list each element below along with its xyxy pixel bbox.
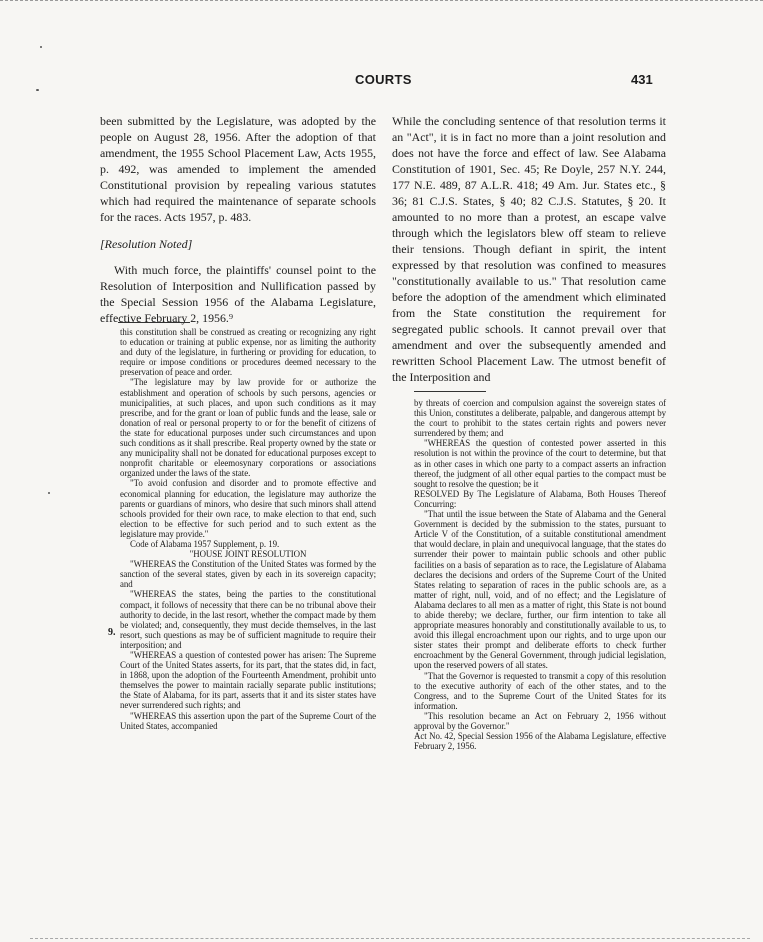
footnote-8-continued-a: this constitution shall be construed as creating or recognizing any right to education or training at public expense, nor as limiting the authority and duty of the legislature, in furthering or providing for education, to require or impose conditions or procedures deemed necessary to the preservation of peace and order.: [120, 327, 376, 378]
footnote-9-continued-e: "That the Governor is requested to transmit a copy of this resolution to the executive authority of each of the other states, and to the Congress, and to the Supreme Court of the United States for its information.: [414, 670, 666, 711]
right-column-footnotes: [414, 398, 666, 751]
scan-edge-top: [0, 0, 763, 5]
footnote-8-continued-b: "The legislature may by law provide for or authorize the establishment and operation of schools by such persons, agencies or municipalities, at such places, and upon such conditions as it may prescribe, and for the grant or loan of public funds and the lease, sale or donation of real or personal property to or for the benefit of citizens of the state for educational purposes under such circumstances and upon such conditions as it shall prescribe. Real property owned by the state or any municipality shall not be donated for educational purposes except to nonprofit charitable or eleemosynary corporations or associations organized under the laws of the state.: [120, 377, 376, 479]
right-paragraph-1: While the concluding sentence of that resolution terms it an "Act", it is in fact no more than a joint resolution and does not have the force and effect of law. See Alabama Constitution of 1901, Sec. 45; Re Doyle, 257 N.Y. 244, 177 N.E. 489, 87 A.L.R. 418; 49 Am. Jur. States etc., § 36; 81 C.J.S. States, § 40; 82 C.J.S. Statutes, § 20. It amounted to no more than a protest, an escape valve through which the legislators blew off steam to relieve their tensions. Though defiant in spirit, the intent expressed by that resolution was confined to measures "constitutionally available to us." That resolution came before the adoption of the amendment which eliminated from the State constitution the requirement for segregated public schools. It cannot prevail over that amendment and over the subsequently amended and rewritten School Placement Law. The utmost benefit of the Interposition and: [392, 114, 666, 384]
footnote-rule-right: [414, 391, 486, 392]
scan-edge-bottom: [30, 936, 750, 939]
section-subhead: [Resolution Noted]: [100, 237, 193, 251]
left-paragraph-1: been submitted by the Legislature, was adopted by the people on August 28, 1956. After the adoption of that amendment, the 1955 School Placement Law, Acts 1955, p. 492, was amended to implement the amended Constitutional provision by repealing various statutes which had required the maintenance of separate schools for the races. Acts 1957, p. 483.: [100, 114, 376, 224]
footnote-9-continued-a: by threats of coercion and compulsion against the sovereign states of this Union, constitutes a deliberate, palpable, and dangerous attempt by the court to prohibit to the states certain rights and powers never surrendered by them; and: [414, 398, 666, 439]
left-paragraph-2: With much force, the plaintiffs' counsel point to the Resolution of Interposition and Nullification passed by the Special Session 1956 of the Alabama Legislature, effective February 2, 1956.⁹: [100, 263, 376, 325]
footnote-rule-left: [118, 322, 190, 323]
footnote-8-continued-c: "To avoid confusion and disorder and to promote effective and economical planning for education, the legislature may authorize the parents or guardians of minors, who desire that such minors shall attend schools provided for their own race, to make election to that end, such election to be effective for such period and to such extent as the legislature may provide.": [120, 478, 376, 539]
running-head: COURTS: [355, 72, 412, 87]
footnote-8-citation: Code of Alabama 1957 Supplement, p. 19.: [130, 538, 280, 549]
footnote-9-continued-d: "That until the issue between the State of Alabama and the General Government is decided by the submission to the states, pursuant to Article V of the Constitution, of a suitable constitutional amendment that would declare, in plain and unequivocal language, that the states do surrender their power to maintain public schools and other public facilities on a basis of separation as to race, the Legislature of Alabama declares the decisions and orders of the Supreme Court of the United States relating to separation of races in the public schools are, as a matter of right, null, void, and of no effect; and the Legislature of Alabama declares to all men as a matter of right, this State is not bound to abide thereby; we declare, further, our firm intention to take all appropriate measures honorably and constitutionally available to us, to avoid this illegal encroachment upon our rights, and to urge upon our sister states their prompt and deliberate efforts to check further encroachment by the General Government, through judicial legislation, upon the reserved powers of all states.: [414, 509, 666, 671]
footnote-9-continued-f: "This resolution became an Act on February 2, 1956 without approval by the Governor.": [414, 710, 666, 731]
scan-speck: [40, 46, 42, 48]
footnote-9-paragraph-2: "WHEREAS the states, being the parties to the constitutional compact, it follows of necessity that there can be no tribunal above their authority to decide, in the last resort, whether the compact made by them be violated; and, consequently, they must decide themselves, in the last resort, such questions as may be of sufficient magnitude to require their interposition; and: [120, 589, 376, 650]
footnote-9-paragraph-4: "WHEREAS this assertion upon the part of the Supreme Court of the United States, accompanied: [120, 710, 376, 731]
scan-speck: [36, 89, 39, 91]
footnote-9-paragraph-1: "WHEREAS the Constitution of the United States was formed by the sanction of the several states, given by each in its sovereign capacity; and: [120, 559, 376, 590]
footnote-9-paragraph-3: "WHEREAS a question of contested power has arisen: The Supreme Court of the United States asserts, for its part, that the states did, in fact, in 1868, upon the adoption of the Fourteenth Amendment, prohibit unto themselves the power to maintain racially separate public institutions; the State of Alabama, for its part, asserts that it and its sister states have never surrendered such rights; and: [120, 650, 376, 711]
footnote-9-title: "HOUSE JOINT RESOLUTION: [189, 549, 307, 560]
footnote-9-resolved: RESOLVED By The Legislature of Alabama, Both Houses Thereof Concurring:: [414, 488, 666, 509]
right-column-body: [392, 113, 666, 385]
left-column-footnotes: [120, 327, 376, 731]
scan-speck: [48, 492, 50, 494]
footnote-9-number: 9.: [108, 627, 116, 638]
footnote-9-continued-b: "WHEREAS the question of contested power asserted in this resolution is not within the province of the court to determine, but that as in other cases in which one party to a compact asserts an infraction thereof, the judgment of all other equal parties to the compact must be sought to resolve the question; be it: [414, 438, 666, 489]
left-column-body: [100, 113, 376, 326]
footnote-9-citation: Act No. 42, Special Session 1956 of the Alabama Legislature, effective February 2, 1956.: [414, 731, 666, 752]
page-number: 431: [631, 72, 653, 87]
